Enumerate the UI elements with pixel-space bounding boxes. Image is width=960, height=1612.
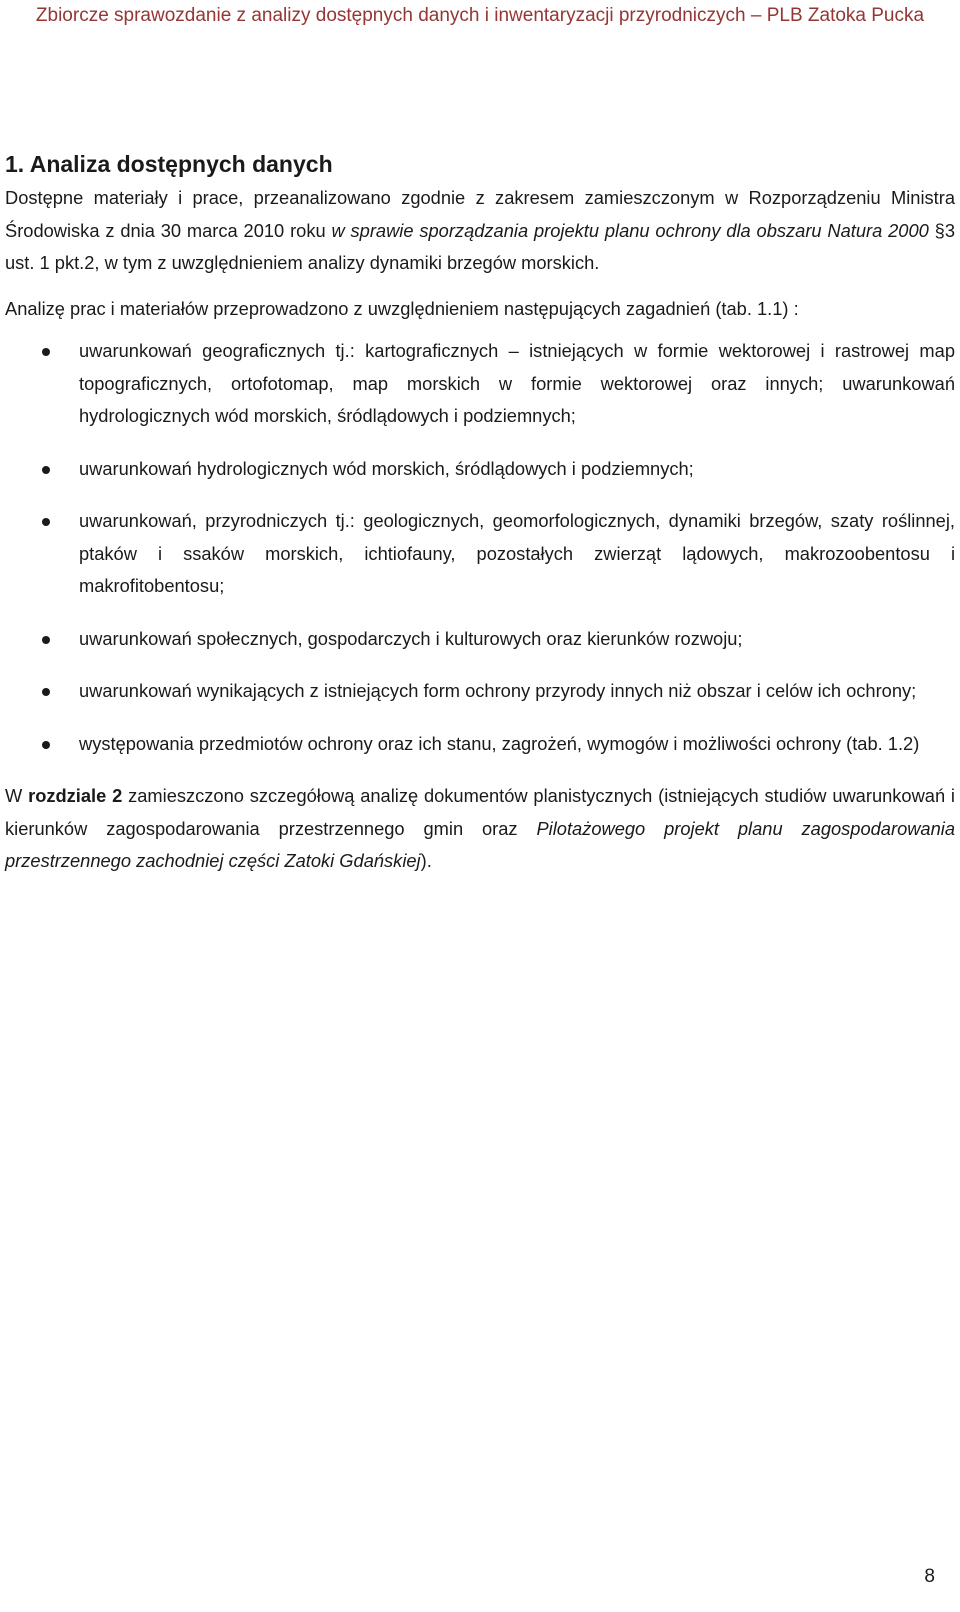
list-item xyxy=(5,623,955,656)
running-header-title: Zbiorcze sprawozdanie z analizy dostępnych danych i inwentaryzacji przyrodniczych – PLB Zatoka Pucka xyxy=(35,5,925,26)
list-item xyxy=(5,505,955,603)
plan-title: Pilotażowego projekt planu zagospodarowania przestrzennego zachodniej części Zatoki Gdańskiej xyxy=(5,817,955,871)
bullet-icon xyxy=(42,741,50,749)
scope-paragraph: Analizę prac i materiałów przeprowadzono z uwzględnieniem następujących zagadnień (tab. 1.1) : xyxy=(5,297,799,319)
chapter-reference: rozdziale 2 xyxy=(28,785,123,806)
topics-list xyxy=(5,335,955,760)
document-body xyxy=(5,148,955,878)
list-item xyxy=(5,675,955,708)
intro-text-end: §3 ust. 1 pkt.2, w tym z uwzględnieniem analizy dynamiki brzegów morskich. xyxy=(5,219,955,273)
bullet-icon xyxy=(42,466,50,474)
list-item xyxy=(5,453,955,486)
list-item-text: uwarunkowań hydrologicznych wód morskich, śródlądowych i podziemnych; xyxy=(79,457,694,479)
intro-paragraph xyxy=(5,182,955,280)
closing-text-middle: zamieszczono szczegółową analizę dokumentów planistycznych (istniejących studiów uwarunkowań i kierunków zagospodarowania przestrzennego gmin oraz xyxy=(5,785,955,839)
page-number: 8 xyxy=(924,1566,935,1587)
bullet-icon xyxy=(42,518,50,526)
list-item-text: występowania przedmiotów ochrony oraz ich stanu, zagrożeń, wymogów i możliwości ochrony (tab. 1.2) xyxy=(79,732,920,754)
closing-paragraph xyxy=(5,780,955,878)
intro-text: Dostępne materiały i prace, przeanalizowano zgodnie z zakresem zamieszczonym w Rozporządzeniu Ministra Środowiska z dnia 30 marca 2010 roku xyxy=(5,187,955,241)
running-header xyxy=(0,0,960,31)
section-heading: 1. Analiza dostępnych danych xyxy=(5,151,333,177)
list-item xyxy=(5,728,955,761)
bullet-icon xyxy=(42,688,50,696)
list-item xyxy=(5,335,955,433)
bullet-icon xyxy=(42,636,50,644)
spacer xyxy=(5,280,955,293)
closing-text-end: ). xyxy=(420,850,432,871)
list-item-text: uwarunkowań wynikających z istniejących form ochrony przyrody innych niż obszar i celów ich ochrony; xyxy=(79,680,917,701)
list-item-text: uwarunkowań geograficznych tj.: kartograficznych – istniejących w formie wektorowej i rastrowej map topograficznych, ortofotomap, map morskich w formie wektorowej oraz innych; uwarunkowań hydrologicznych wód morskich, śródlądowych i podziemnych; xyxy=(79,340,955,426)
bullet-icon xyxy=(42,348,50,356)
closing-text-start: W xyxy=(5,785,29,806)
intro-regulation-title: w sprawie sporządzania projektu planu ochrony dla obszaru Natura 2000 xyxy=(331,219,929,241)
list-item-text: uwarunkowań, przyrodniczych tj.: geologicznych, geomorfologicznych, dynamiki brzegów, szaty roślinnej, ptaków i ssaków morskich, ichtiofauny, pozostałych zwierząt lądowych, makrozoobentosu i makrofitobentosu; xyxy=(79,510,955,596)
list-item-text: uwarunkowań społecznych, gospodarczych i kulturowych oraz kierunków rozwoju; xyxy=(79,627,743,649)
